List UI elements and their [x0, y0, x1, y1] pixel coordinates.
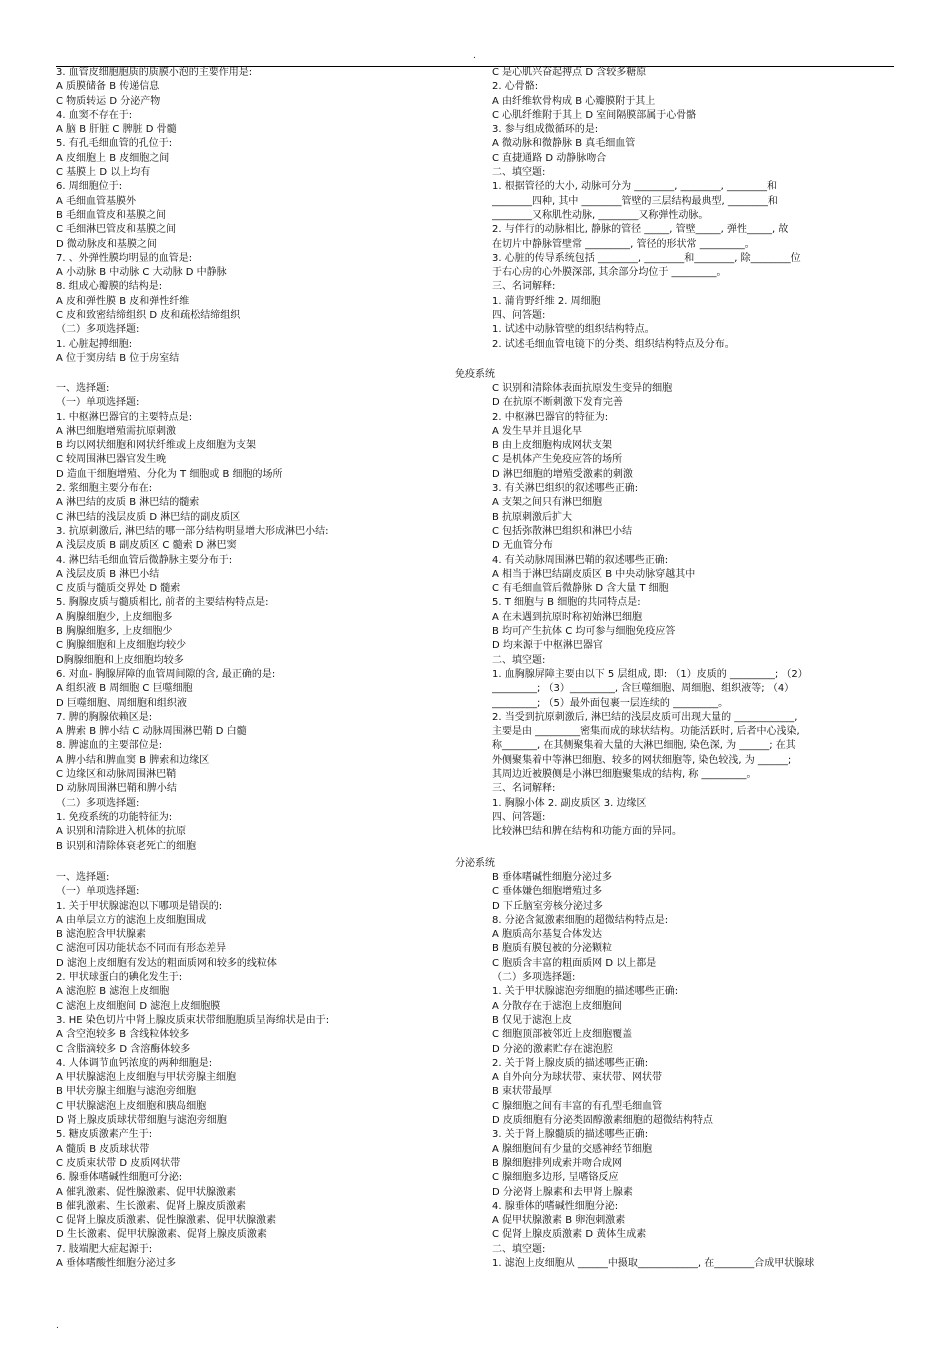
text-line: 三、名词解释: [492, 783, 556, 795]
text-line: 4. 血窦不存在于: [56, 109, 133, 121]
text-line: A 皮细胞上 B 皮细胞之间 [56, 152, 170, 164]
text-line: A 微动脉和微静脉 B 真毛细血管 [492, 138, 636, 150]
text-line: C 包括弥散淋巴组织和淋巴小结 [492, 525, 633, 537]
text-line: B 均可产生抗体 C 均可参与细胞免疫应答 [492, 626, 676, 638]
text-line: C 腺细胞之间有丰富的有孔型毛细血管 [492, 1100, 663, 1112]
text-line: C 直捷通路 D 动静脉吻合 [492, 152, 607, 164]
text-line: 外侧聚集着中等淋巴细胞、较多的网状细胞等, 染色较浅, 为 ______; [492, 754, 792, 766]
text-line: 三、名词解释: [492, 281, 556, 293]
text-line: 8. 分泌含氮激素细胞的超微结构特点是: [492, 914, 669, 926]
text-line: A 由纤维软骨构成 B 心瓣膜附于其上 [492, 95, 656, 107]
text-line: 3. 血管皮细胞胞质的质膜小泡的主要作用是: [56, 67, 253, 78]
text-line: B 毛细血管皮和基膜之间 [56, 209, 167, 221]
text-line: 2. 试述毛细血管电镜下的分类、组织结构特点及分布。 [492, 338, 735, 350]
text-line: 在切片中静脉管壁常 _________, 管径的形状常 _________。 [492, 238, 755, 250]
text-line: A 识别和清除进入机体的抗原 [56, 826, 187, 838]
text-line: B 腺细胞排列成索并吻合成网 [492, 1157, 623, 1169]
text-line: B 催乳激素、生长激素、促肾上腺皮质激素 [56, 1200, 247, 1212]
text-line: 7. 脾的胸腺依赖区是: [56, 711, 153, 723]
text-line: 1. 试述中动脉管壁的组织结构特点。 [492, 324, 655, 336]
text-line: C 促肾上腺皮质激素、促性腺激素、促甲状腺激素 [56, 1215, 277, 1227]
text-line: D 下丘脑室旁核分泌过多 [492, 900, 603, 912]
text-line: D 在抗原不断刺激下发育完善 [492, 397, 623, 409]
text-line: D 动脉周围淋巴鞘和脾小结 [56, 783, 177, 795]
text-line: A 催乳激素、促性腺激素、促甲状腺激素 [56, 1186, 237, 1198]
text-line: 3. HE 染色切片中肾上腺皮质束状带细胞胞质呈海绵状是由于: [56, 1014, 330, 1026]
text-line: 5. T 细胞与 B 细胞的共同特点是: [492, 597, 641, 609]
section-1-right-column [492, 66, 896, 352]
text-line: A 胞质高尔基复合体发达 [492, 929, 603, 941]
text-line: B 甲状旁腺主细胞与滤泡旁细胞 [56, 1086, 197, 1098]
text-line: A 浅层皮质 B 淋巴小结 [56, 568, 160, 580]
text-line: D 生长激素、促甲状腺激素、促肾上腺皮质激素 [56, 1229, 267, 1241]
text-line: C 有毛细血管后微静脉 D 含大量 T 细胞 [492, 583, 669, 595]
text-line: C 淋巴结的浅层皮质 D 淋巴结的副皮质区 [56, 511, 241, 523]
text-line: A 甲状腺滤泡上皮细胞与甲状旁腺主细胞 [56, 1072, 237, 1084]
text-line: 5. 有孔毛细血管的孔位于: [56, 138, 173, 150]
text-line: D 肾上腺皮质球状带细胞与滤泡旁细胞 [56, 1115, 227, 1127]
text-line: A 小动脉 B 中动脉 C 大动脉 D 中静脉 [56, 267, 227, 279]
text-line: A 髓质 B 皮质球状带 [56, 1143, 150, 1155]
text-line: B 垂体嗜碱性细胞分泌过多 [492, 872, 613, 883]
text-line: （一）单项选择题: [56, 886, 140, 898]
text-line: C 滤泡上皮细胞间 D 滤泡上皮细胞膜 [56, 1000, 221, 1012]
text-line: C 皮和致密结缔组织 D 皮和疏松结缔组织 [56, 310, 241, 322]
text-line: 7. 、外弹性膜均明显的血管是: [56, 252, 193, 264]
text-line: 5. 糖皮质激素产生于: [56, 1129, 153, 1141]
text-line: C 垂体嫌色细胞增殖过多 [492, 886, 603, 898]
text-line: D 无血管分布 [492, 540, 553, 552]
text-line: C 胞质含丰富的粗面质网 D 以上都是 [492, 957, 657, 969]
text-line: 1. 蒲肯野纤维 2. 周细胞 [492, 295, 601, 307]
text-line: C 胸腺细胞和上皮细胞均较少 [56, 640, 187, 652]
text-line: D 皮质细胞有分泌类固醇激素细胞的超微结构特点 [492, 1115, 713, 1127]
text-line: _________; （5）最外面包裹一层连续的 _________。 [492, 697, 729, 709]
bottom-dot: . [56, 1321, 59, 1331]
text-line: 其周边近被膜侧是小淋巴细胞聚集成的结构, 称 _________。 [492, 769, 757, 781]
top-dot: . [473, 51, 476, 61]
text-line: C 细胞顶部被邻近上皮细胞覆盖 [492, 1029, 633, 1041]
text-line: A 含空泡较多 B 含线粒体较多 [56, 1029, 190, 1041]
text-line: B 胸腺细胞多, 上皮细胞少 [56, 626, 173, 638]
text-line: D 巨噬细胞、周细胞和组织液 [56, 697, 187, 709]
text-line: A 位于窦房结 B 位于房室结 [56, 352, 180, 364]
text-line: 3. 抗原刺激后, 淋巴结的哪一部分结构明显增大形成淋巴小结: [56, 525, 329, 537]
text-line: A 浅层皮质 B 副皮质区 C 髓索 D 淋巴窦 [56, 540, 237, 552]
text-line: A 发生早并且退化早 [492, 425, 583, 437]
text-line: 于右心房的心外膜深部, 其余部分均位于 _________。 [492, 267, 727, 279]
text-line: B 束状带最厚 [492, 1086, 553, 1098]
text-line: 1. 免疫系统的功能特征为: [56, 811, 173, 823]
text-line: C 滤泡可因功能状态不同而有形态差异 [56, 943, 227, 955]
text-line: C 是心肌兴奋起搏点 D 含较多糖原 [492, 67, 647, 78]
text-line: 2. 浆细胞主要分布在: [56, 483, 153, 495]
section-2-left-column [56, 382, 456, 854]
text-line: 3. 心脏的传导系统包括 ________, ________和________, 除________位 [492, 252, 801, 264]
text-line: D 滤泡上皮细胞有发达的粗面质网和较多的线粒体 [56, 957, 277, 969]
text-line: _________; （3）_________, 含巨噬细胞、周细胞、组织液等; （4） [492, 683, 795, 695]
section-title-immune: 免疫系统 [455, 369, 495, 380]
text-line: 8. 脾滤血的主要部位是: [56, 740, 163, 752]
text-line: A 由单层立方的滤泡上皮细胞围成 [56, 914, 207, 926]
text-line: D 淋巴细胞的增殖受激素的刺激 [492, 468, 633, 480]
text-line: 1. 血胸腺屏障主要由以下 5 层组成, 即: （1）皮质的 _________; （2） [492, 668, 808, 680]
text-line: A 脑 B 肝脏 C 脾脏 D 骨髓 [56, 124, 177, 136]
text-line: 3. 有关淋巴组织的叙述哪些正确: [492, 483, 639, 495]
section-2-right-column [492, 382, 896, 840]
text-line: 比较淋巴结和脾在结构和功能方面的异同。 [492, 826, 682, 838]
text-line: D 分泌肾上腺素和去甲肾上腺素 [492, 1186, 633, 1198]
text-line: 6. 腺垂体嗜碱性细胞可分泌: [56, 1172, 183, 1184]
text-line: C 边缘区和动脉周围淋巴鞘 [56, 769, 177, 781]
text-line: 2. 当受到抗原刺激后, 淋巴结的浅层皮质可出现大量的 ____________, [492, 711, 798, 723]
text-line: A 自外向分为球状带、束状带、网状带 [492, 1072, 663, 1084]
text-line: A 相当于淋巴结副皮质区 B 中央动脉穿越其中 [492, 568, 696, 580]
text-line: B 由上皮细胞构成网状支架 [492, 440, 613, 452]
text-line: A 皮和弹性膜 B 皮和弹性纤维 [56, 295, 190, 307]
text-line: 2. 甲状球蛋白的碘化发生于: [56, 972, 183, 984]
text-line: 4. 淋巴结毛细血管后微静脉主要分布于: [56, 554, 233, 566]
text-line: 2. 心骨骼: [492, 81, 539, 93]
text-line: 2. 关于肾上腺皮质的描述哪些正确: [492, 1057, 649, 1069]
text-line: C 心肌纤维附于其上 D 室间隔膜部属于心骨骼 [492, 109, 697, 121]
text-line: A 分散存在于滤泡上皮细胞间 [492, 1000, 623, 1012]
text-line: （一）单项选择题: [56, 397, 140, 409]
text-line: 3. 关于肾上腺髓质的描述哪些正确: [492, 1129, 649, 1141]
text-line: A 淋巴细胞增殖需抗原刺激 [56, 425, 177, 437]
text-line: 1. 滤泡上皮细胞从 ______中摄取____________, 在________合成甲状腺球 [492, 1258, 815, 1270]
text-line: A 支架之间只有淋巴细胞 [492, 497, 603, 509]
text-line: 7. 肢端肥大症起源于: [56, 1243, 153, 1255]
text-line: （二）多项选择题: [56, 324, 140, 336]
text-line: 1. 中枢淋巴器官的主要特点是: [56, 411, 193, 423]
text-line: D 造血干细胞增殖、分化为 T 细胞或 B 细胞的场所 [56, 468, 283, 480]
text-line: 一、选择题: [56, 872, 110, 883]
text-line: B 均以网状细胞和网状纤维或上皮细胞为支架 [56, 440, 257, 452]
section-title-endocrine: 分泌系统 [455, 858, 495, 869]
text-line: 8. 组成心瓣膜的结构是: [56, 281, 163, 293]
text-line: C 毛细淋巴管皮和基膜之间 [56, 224, 177, 236]
section-1-left-column [56, 66, 456, 366]
text-line: C 基膜上 D 以上均有 [56, 167, 151, 179]
text-line: A 质膜储备 B 传递信息 [56, 81, 160, 93]
text-line: ________四种, 其中 ________管壁的三层结构最典型, ________和 [492, 195, 778, 207]
text-line: A 垂体嗜酸性细胞分泌过多 [56, 1258, 177, 1270]
text-line: C 识别和清除体表面抗原发生变异的细胞 [492, 383, 673, 394]
text-line: C 较周围淋巴器官发生晚 [56, 454, 167, 466]
text-line: 5. 胸腺皮质与髓质相比, 前者的主要结构特点是: [56, 597, 269, 609]
text-line: 1. 胸腺小体 2. 副皮质区 3. 边缘区 [492, 797, 647, 809]
text-line: A 淋巴结的皮质 B 淋巴结的髓索 [56, 497, 200, 509]
text-line: ________又称肌性动脉, ________又称弹性动脉。 [492, 209, 709, 221]
text-line: A 组织液 B 周细胞 C 巨噬细胞 [56, 683, 193, 695]
text-line: 二、填空题: [492, 167, 546, 179]
text-line: B 仅见于滤泡上皮 [492, 1014, 573, 1026]
text-line: 2. 中枢淋巴器官的特征为: [492, 411, 609, 423]
text-line: A 滤泡腔 B 滤泡上皮细胞 [56, 986, 170, 998]
text-line: D胸腺细胞和上皮细胞均较多 [56, 654, 184, 666]
text-line: A 腺细胞间有少量的交感神经节细胞 [492, 1143, 653, 1155]
text-line: D 均来源于中枢淋巴器官 [492, 640, 603, 652]
text-line: 1. 根据管径的大小, 动脉可分为 ________, ________, ________和 [492, 181, 777, 193]
text-line: A 脾索 B 脾小结 C 动脉周围淋巴鞘 D 白髓 [56, 726, 247, 738]
text-line: C 腺细胞多边形, 呈嗜铬反应 [492, 1172, 619, 1184]
text-line: A 脾小结和脾血窦 B 脾索和边缘区 [56, 754, 210, 766]
text-line: D 微动脉皮和基膜之间 [56, 238, 157, 250]
text-line: C 皮质束状带 D 皮质网状带 [56, 1157, 181, 1169]
text-line: A 胸腺细胞少, 上皮细胞多 [56, 611, 173, 623]
text-line: 一、选择题: [56, 383, 110, 394]
text-line: 6. 周细胞位于: [56, 181, 123, 193]
text-line: 主要是由 _________密集而成的球状结构。功能活跃时, 后者中心浅染, [492, 726, 800, 738]
text-line: 3. 参与组成微循环的是: [492, 124, 599, 136]
text-line: 二、填空题: [492, 1243, 546, 1255]
text-line: B 抗原刺激后扩大 [492, 511, 573, 523]
text-line: C 是机体产生免疫应答的场所 [492, 454, 623, 466]
text-line: A 在未遇到抗原时称初始淋巴细胞 [492, 611, 643, 623]
text-line: A 毛细血管基膜外 [56, 195, 137, 207]
text-line: 二、填空题: [492, 654, 546, 666]
text-line: C 含脂滴较多 D 含溶酶体较多 [56, 1043, 191, 1055]
text-line: 称_______, 在其侧聚集着大量的大淋巴细胞, 染色深, 为 ______; 在其 [492, 740, 796, 752]
text-line: 1. 关于甲状腺滤泡旁细胞的描述哪些正确: [492, 986, 679, 998]
text-line: 四、问答题: [492, 310, 546, 322]
text-line: 4. 腺垂体的嗜碱性细胞分泌: [492, 1200, 619, 1212]
text-line: B 滤泡腔含甲状腺素 [56, 929, 147, 941]
text-line: 1. 心脏起搏细胞: [56, 338, 133, 350]
text-line: B 识别和清除体衰老死亡的细胞 [56, 840, 197, 852]
text-line: 四、问答题: [492, 811, 546, 823]
text-line: A 促甲状腺激素 B 卵泡刺激素 [492, 1215, 626, 1227]
text-line: （二）多项选择题: [56, 797, 140, 809]
text-line: 2. 与伴行的动脉相比, 静脉的管径 _____, 管壁_____, 弹性_____, 故 [492, 224, 789, 236]
text-line: C 物质转运 D 分泌产物 [56, 95, 161, 107]
text-line: 6. 对血- 胸腺屏障的血管周间隙的含, 最正确的是: [56, 668, 276, 680]
text-line: 1. 关于甲状腺滤泡以下哪项是错误的: [56, 900, 223, 912]
text-line: （二）多项选择题: [492, 972, 576, 984]
text-line: B 胞质有膜包被的分泌颗粒 [492, 943, 613, 955]
text-line: D 分泌的激素贮存在滤泡腔 [492, 1043, 613, 1055]
text-line: C 甲状腺滤泡上皮细胞和胰岛细胞 [56, 1100, 207, 1112]
text-line: C 皮质与髓质交界处 D 髓索 [56, 583, 181, 595]
section-3-left-column [56, 871, 456, 1271]
section-3-right-column [492, 871, 896, 1271]
text-line: 4. 有关动脉周围淋巴鞘的叙述哪些正确: [492, 554, 669, 566]
text-line: C 促肾上腺皮质激素 D 黄体生成素 [492, 1229, 647, 1241]
text-line: 4. 人体调节血钙浓度的两种细胞是: [56, 1057, 213, 1069]
